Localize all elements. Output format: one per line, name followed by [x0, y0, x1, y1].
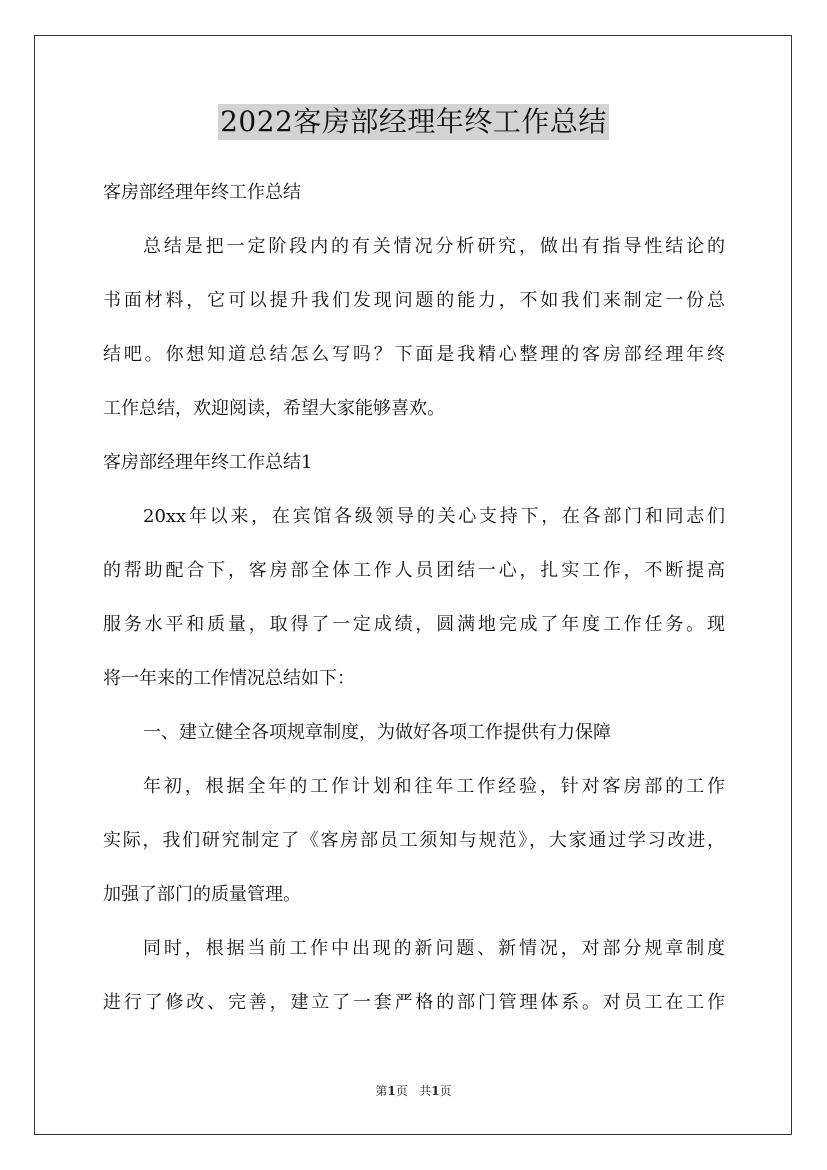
page-prefix: 第 — [375, 1084, 388, 1098]
page-suffix: 页 — [395, 1084, 408, 1098]
text-line: 将一年来的工作情况总结如下： — [103, 668, 355, 689]
document-body — [103, 178, 725, 1042]
text-line: 客房部经理年终工作总结1 — [103, 452, 313, 473]
text-line: 总结是把一定阶段内的有关情况分析研究，做出有指导性结论的 — [143, 236, 725, 257]
total-prefix: 共 — [419, 1084, 432, 1098]
text-line: 年初，根据全年的工作计划和往年工作经验，针对客房部的工作 — [143, 776, 725, 797]
text-line: 实际，我们研究制定了《客房部员工须知与规范》，大家通过学习改进， — [103, 830, 725, 851]
text-line: 客房部经理年终工作总结 — [103, 182, 301, 203]
text-line: 结吧。你想知道总结怎么写吗？下面是我精心整理的客房部经理年终 — [103, 344, 725, 365]
text-line: 加强了部门的质量管理。 — [103, 884, 301, 905]
document-title: 2022客房部经理年终工作总结 — [220, 105, 607, 138]
text-line: 工作总结，欢迎阅读，希望大家能够喜欢。 — [103, 398, 445, 419]
text-line: 服务水平和质量，取得了一定成绩，圆满地完成了年度工作任务。现 — [103, 614, 725, 635]
text-line: 一、建立健全各项规章制度，为做好各项工作提供有力保障 — [143, 722, 611, 743]
text-line: 20xx年以来，在宾馆各级领导的关心支持下，在各部门和同志们 — [143, 506, 725, 527]
text-line: 同时，根据当前工作中出现的新问题、新情况，对部分规章制度 — [143, 938, 725, 959]
text-line: 进行了修改、完善，建立了一套严格的部门管理体系。对员工在工作 — [103, 992, 725, 1013]
text-line: 的帮助配合下，客房部全体工作人员团结一心，扎实工作，不断提高 — [103, 560, 725, 581]
title-container — [0, 104, 827, 140]
page-number: 1 — [387, 1084, 396, 1098]
text-line: 书面材料，它可以提升我们发现问题的能力，不如我们来制定一份总 — [103, 290, 725, 311]
page-footer — [0, 1083, 827, 1099]
total-suffix: 页 — [439, 1084, 452, 1098]
total-pages: 1 — [431, 1084, 440, 1098]
